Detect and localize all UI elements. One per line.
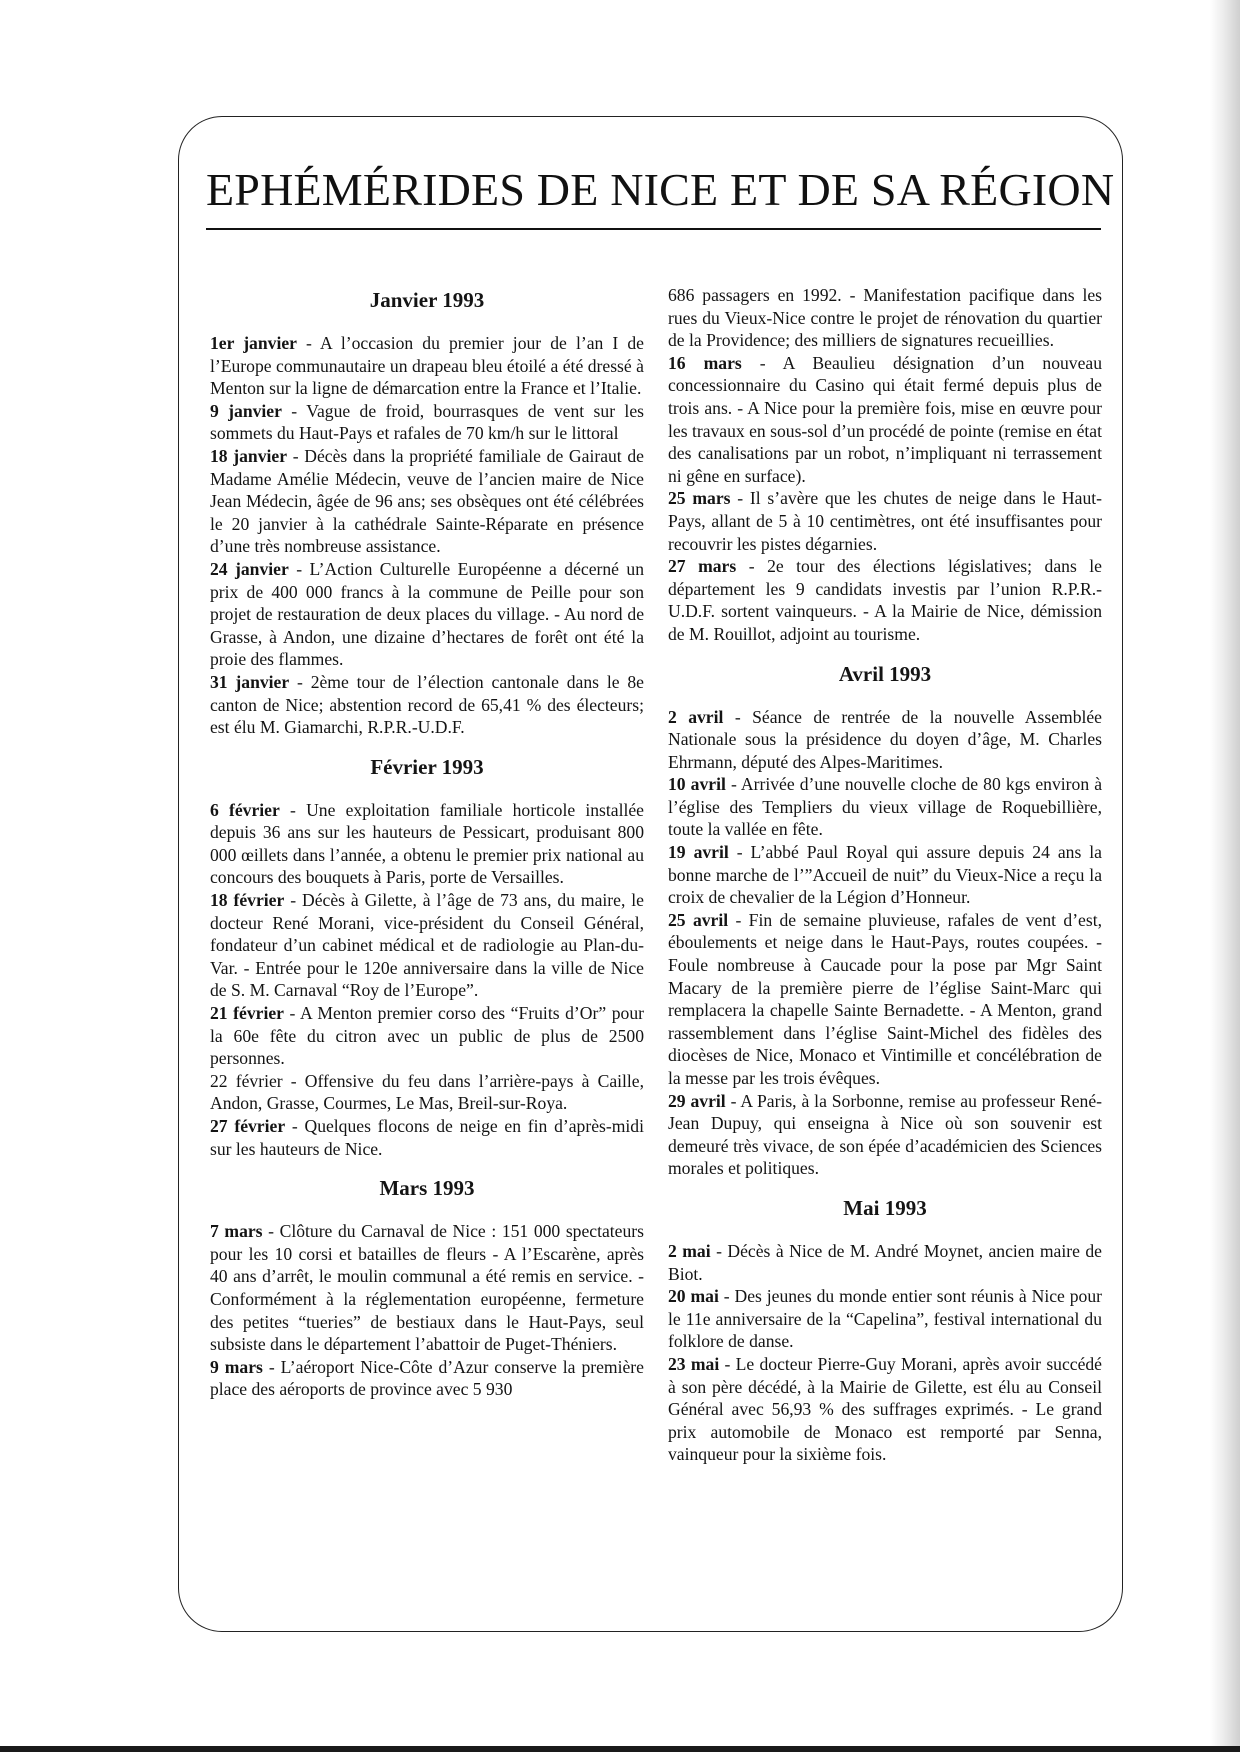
entry-text: - L’aéroport Nice-Côte d’Azur conserve la première place des aéroports de province avec 5 930 xyxy=(210,1356,644,1400)
entry xyxy=(668,555,1102,645)
month-section xyxy=(668,1194,1102,1466)
entry xyxy=(210,558,644,671)
entry xyxy=(210,1115,644,1160)
month-section xyxy=(668,284,1102,646)
entry-date: 6 février xyxy=(210,799,280,820)
month-heading: Avril 1993 xyxy=(838,661,932,686)
entry-date: 27 mars xyxy=(668,556,737,577)
page-title: EPHÉMÉRIDES DE NICE ET DE SA RÉGION xyxy=(206,164,1115,215)
entry-text: - Quelques flocons de neige en fin d’après-midi sur les hauteurs de Nice. xyxy=(210,1116,644,1159)
entry-text: - L’Action Culturelle Européenne a décerné un prix de 400 000 francs à la commune de Peille pour son projet de restauration de deux places du village. - Au nord de Grasse, à Andon, une dizaine d’hectares de forêt ont été la proie des flammes. xyxy=(210,558,644,670)
entry-text: - L’abbé Paul Royal qui assure depuis 24 ans la bonne marche de l’”Accueil de nuit” du Vieux-Nice a reçu la croix de chevalier de la Légion d’Honneur. xyxy=(668,842,1102,908)
entry xyxy=(668,909,1102,1090)
entry-date: 29 avril xyxy=(668,1090,726,1111)
entry-date: 20 mai xyxy=(668,1286,719,1307)
entry-date: 18 février xyxy=(210,890,285,911)
entry-text: - 2e tour des élections législatives; dans le département les 9 candidats investis par l’union R.P.R.- U.D.F. sortent vainqueurs. - A la Mairie de Nice, démission de M. Rouillot, adjoint au tourisme. xyxy=(668,556,1102,644)
entry xyxy=(668,352,1102,488)
entry-date: 19 avril xyxy=(668,842,729,863)
entry-text: - A l’occasion du premier jour de l’an I de l’Europe communautaire un drapeau bleu étoilé a été dressé à Menton sur la ligne de démarcation entre la France et l’Italie. xyxy=(210,333,644,399)
entry xyxy=(210,1002,644,1070)
entry xyxy=(668,284,1102,352)
entry-date: 23 mai xyxy=(668,1353,720,1374)
entry xyxy=(668,1353,1102,1466)
entry-date: 25 avril xyxy=(668,909,729,930)
entry xyxy=(210,671,644,739)
entry xyxy=(210,1220,644,1356)
entry xyxy=(668,1285,1102,1353)
entry-text: 22 février - Offensive du feu dans l’arrière-pays à Caille, Andon, Grasse, Courmes, Le Mas, Breil-sur-Roya. xyxy=(210,1070,644,1114)
entry-date: 18 janvier xyxy=(210,445,288,466)
entry-text: - Vague de froid, bourrasques de vent sur les sommets du Haut-Pays et rafales de 70 km/h sur le littoral xyxy=(210,400,644,444)
entry xyxy=(210,889,644,1002)
entry-text: - Une exploitation familiale horticole installée depuis 36 ans sur les hauteurs de Pessicart, produisant 800 000 œillets dans l’année, a obtenu le premier prix national au concours des bouquets à Paris, porte de Versailles. xyxy=(210,799,644,888)
entry-text: - A Paris, à la Sorbonne, remise au professeur René-Jean Dupuy, qui enseigna à Nice où son souvenir est demeuré très vivace, de son épée d’académicien des Sciences morales et politiques. xyxy=(668,1090,1102,1179)
entry-text: - A Menton premier corso des “Fruits d’Or” pour la 60e fête du citron avec un public de plus de 2500 personnes. xyxy=(210,1003,644,1069)
entry-date: 27 février xyxy=(210,1116,286,1136)
entry-date: 21 février xyxy=(210,1003,284,1024)
entry-date: 9 mars xyxy=(210,1356,263,1377)
right-column xyxy=(668,284,1102,1466)
entry-date: 16 mars xyxy=(668,352,742,373)
entry-text: - Décès à Nice de M. André Moynet, ancien maire de Biot. xyxy=(668,1240,1102,1284)
entry xyxy=(210,400,644,445)
entry-date: 9 janvier xyxy=(210,400,282,421)
entry xyxy=(668,706,1102,774)
entry-text: - Séance de rentrée de la nouvelle Assemblée Nationale sous la présidence du doyen d’âge, M. Charles Ehrmann, député des Alpes-Maritimes. xyxy=(668,706,1102,772)
entry xyxy=(210,1070,644,1115)
entry-date: 31 janvier xyxy=(210,671,290,692)
month-section xyxy=(668,660,1102,1180)
month-section xyxy=(210,1174,644,1401)
entry-date: 10 avril xyxy=(668,774,726,795)
entry-date: 25 mars xyxy=(668,488,731,509)
entry xyxy=(668,773,1102,841)
month-heading: Mai 1993 xyxy=(843,1195,927,1220)
entry-date: 7 mars xyxy=(210,1221,263,1242)
entry-date: 2 avril xyxy=(668,706,724,727)
month-heading: Mars 1993 xyxy=(379,1176,475,1201)
title-rule xyxy=(206,228,1101,230)
entry-text: - A Beaulieu désignation d’un nouveau concessionnaire du Casino qui était fermé depuis plus de trois ans. - A Nice pour la première fois, mise en œuvre pour les travaux en sous-sol d’un procédé de pointe (remise en état des canalisations par un robot, n’impliquant ni terrassement ni gêne en surface). xyxy=(668,352,1102,486)
entry-text: - 2ème tour de l’élection cantonale dans le 8e canton de Nice; abstention record de 65,41 % des électeurs; est élu M. Giamarchi, R.P.R.-U.D.F. xyxy=(210,671,644,738)
entry xyxy=(668,1240,1102,1285)
entry-date: 2 mai xyxy=(668,1240,711,1261)
month-heading: Février 1993 xyxy=(370,754,484,779)
entry-text: - Des jeunes du monde entier sont réunis à Nice pour le 11e anniversaire de la “Capelina”, festival international du folklore de danse. xyxy=(668,1286,1102,1352)
entry xyxy=(210,799,644,889)
entry-text: - Fin de semaine pluvieuse, rafales de vent d’est, éboulements et neige dans le Haut-Pays, routes coupées. - Foule nombreuse à Caucade pour la pose par Mgr Saint Macary de la première pierre de l’église Saint-Marc qui remplacera la chapelle Sainte Bernadette. - A Menton, grand rassemblement dans l’église Saint-Michel des fidèles des diocèses de Nice, Monaco et Vintimille et concélébration de la messe par les trois évêques. xyxy=(668,909,1102,1088)
entry xyxy=(210,445,644,558)
month-heading: Janvier 1993 xyxy=(369,288,485,312)
entry xyxy=(210,332,644,400)
entry-text: - Arrivée d’une nouvelle cloche de 80 kgs environ à l’église des Templiers du vieux village de Roquebillière, toute la vallée en fête. xyxy=(668,774,1103,840)
entry xyxy=(668,841,1102,909)
entry-text: 686 passagers en 1992. - Manifestation pacifique dans les rues du Vieux-Nice contre le projet de rénovation du quartier de la Providence; des milliers de signatures recueillies. xyxy=(668,285,1102,351)
entry-text: - Clôture du Carnaval de Nice : 151 000 spectateurs pour les 10 corsi et batailles de fleurs - A l’Escarène, après 40 ans d’arrêt, le moulin communal a été remis en service. - Conformément à la réglementation européenne, fermeture des petites “tueries” de bestiaux dans le Haut-Pays, seul subsiste dans le département l’abattoir de Puget-Théniers. xyxy=(210,1221,644,1355)
entry-text: - Décès à Gilette, à l’âge de 73 ans, du maire, le docteur René Morani, vice-président du Conseil Général, fondateur d’un cabinet médical et de radiologie au Plan-du-Var. - Entrée pour le 120e anniversaire dans la ville de Nice de S. M. Carnaval “Roy de l’Europe”. xyxy=(210,890,644,1001)
entry xyxy=(210,1356,644,1401)
entry-text: - Le docteur Pierre-Guy Morani, après avoir succédé à son père décédé, à la Mairie de Gilette, est élu au Conseil Général avec 56,93 % des suffrages exprimés. - Le grand prix automobile de Monaco est remporté par Senna, vainqueur pour la sixième fois. xyxy=(668,1353,1102,1465)
entry-date: 24 janvier xyxy=(210,558,289,579)
page-edge-shadow xyxy=(1210,0,1240,1752)
entry-text: - Il s’avère que les chutes de neige dans le Haut-Pays, allant de 5 à 10 centimètres, ont été insuffisantes pour recouvrir les pistes dégarnies. xyxy=(668,488,1102,554)
month-section xyxy=(210,753,644,1161)
entry xyxy=(668,487,1102,555)
entry-text: - Décès dans la propriété familiale de Gairaut de Madame Amélie Médecin, veuve de l’ancien maire de Nice Jean Médecin, âgée de 96 ans; ses obsèques ont été célébrées le 20 janvier à la cathédrale Sainte-Réparate en présence d’une très nombreuse assistance. xyxy=(210,445,644,557)
month-section xyxy=(210,286,644,739)
entry xyxy=(668,1090,1102,1180)
left-column xyxy=(210,280,644,1401)
entry-date: 1er janvier xyxy=(210,333,297,353)
bottom-edge xyxy=(0,1746,1240,1752)
